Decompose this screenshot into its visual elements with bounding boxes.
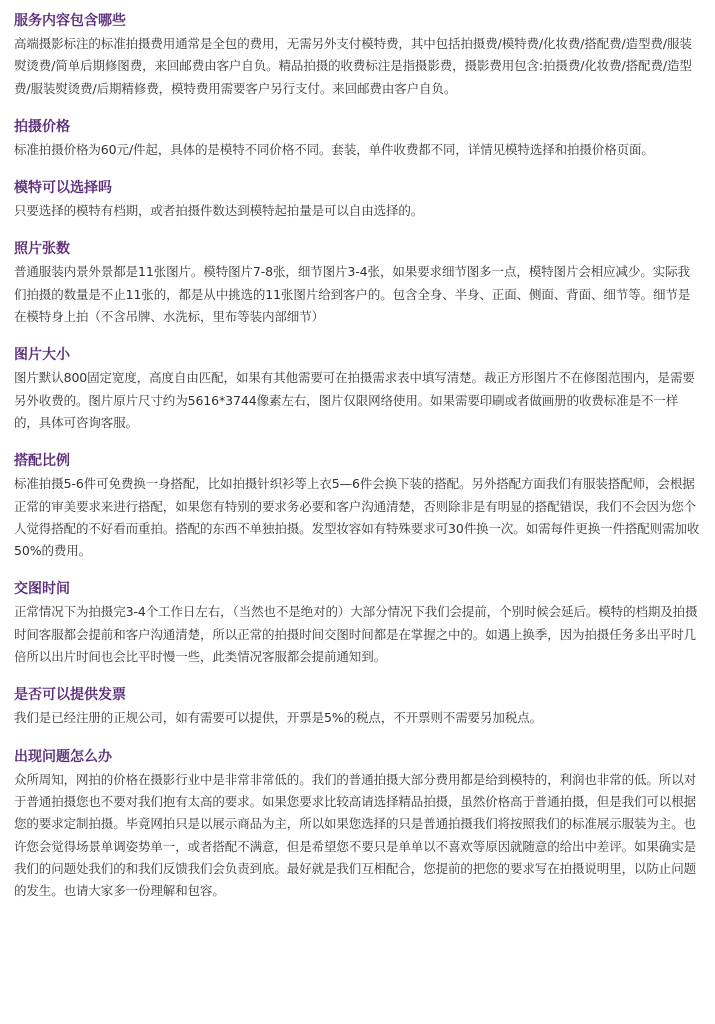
faq-section-invoice [14, 684, 701, 729]
faq-section-model-choice [14, 177, 701, 222]
section-body: 图片默认800固定宽度，高度自由匹配，如果有其他需要可在拍摄需求表中填写清楚。裁正方形图片不在修图范围内，是需要另外收费的。图片原片尺寸约为5616*3744像素左右，图片仅限网络使用。如果需要印刷或者做画册的收费标准是不一样的，具体可咨询客服。 [14, 370, 695, 430]
section-title: 拍摄价格 [14, 118, 70, 135]
section-body: 标准拍摄5-6件可免费换一身搭配，比如拍摄针织衫等上衣5—6件会换下装的搭配。另外搭配方面我们有服装搭配师，会根据正常的审美要求来进行搭配，如果您有特别的要求务必要和客户沟通清楚，否则除非是有明显的搭配错误，我们不会因为您个人觉得搭配的不好看而重拍。搭配的东西不单独拍摄。发型妆容如有特殊要求可30件换一次。如需每件更换一件搭配则需加收50%的费用。 [14, 476, 700, 559]
faq-section-image-size [14, 344, 701, 434]
section-title: 是否可以提供发票 [14, 687, 126, 704]
section-body: 标准拍摄价格为60元/件起，具体的是模特不同价格不同。套装，单件收费都不同，详情见模特选择和拍摄价格页面。 [14, 141, 654, 157]
section-body: 高端摄影标注的标准拍摄费用通常是全包的费用，无需另外支付模特费，其中包括拍摄费/模特费/化妆费/搭配费/造型费/服装熨烫费/简单后期修图费，来回邮费由客户自负。精品拍摄的收费标注是指摄影费，摄影费用包含:拍摄费/化妆费/搭配费/造型费/服装熨烫费/后期精修费，模特费用需要客户另行支付。来回邮费由客户自负。 [14, 36, 692, 96]
section-body: 众所周知，网拍的价格在摄影行业中是非常非常低的。我们的普通拍摄大部分费用都是给到模特的，利润也非常的低。所以对于普通拍摄您也不要对我们抱有太高的要求。如果您要求比较高请选择精品拍摄，虽然价格高于普通拍摄，但是我们可以根据您的要求定制拍摄。毕竟网拍只是以展示商品为主，所以如果您选择的只是普通拍摄我们将按照我们的标准展示服装为主。也许您会觉得场景单调姿势单一，或者搭配不满意，但是希望您不要只是单单以不喜欢等原因就随意的给出中差评。如果确实是我们的问题处我们的和我们反馈我们会负责到底。最好就是我们互相配合，您提前的把您的要求写在拍摄说明里，以防止问题的发生。也请大家多一份理解和包容。 [14, 771, 697, 899]
section-body: 普通服装内景外景都是11张图片。模特图片7-8张，细节图片3-4张，如果要求细节图多一点，模特图片会相应减少。实际我们拍摄的数量是不止11张的，都是从中挑选的11张图片给到客户的。包含全身、半身、正面、侧面、背面、细节等。细节是在模特身上拍（不含吊牌、水洗标，里布等装内部细节） [14, 264, 691, 325]
faq-section-styling-ratio [14, 450, 701, 562]
section-title: 图片大小 [14, 347, 70, 364]
faq-section-delivery-time [14, 578, 701, 668]
section-title: 模特可以选择吗 [14, 180, 112, 197]
section-title: 搭配比例 [14, 453, 70, 470]
section-body: 只要选择的模特有档期，或者拍摄件数达到模特起拍量是可以自由选择的。 [14, 203, 424, 219]
section-body: 我们是已经注册的正规公司，如有需要可以提供，开票是5%的税点，不开票则不需要另加税点。 [14, 710, 543, 726]
section-title: 照片张数 [14, 241, 70, 258]
section-title: 服务内容包含哪些 [14, 13, 126, 29]
faq-section-price [14, 116, 701, 161]
faq-section-service-content [14, 10, 701, 100]
faq-section-problems [14, 746, 701, 903]
section-title: 出现问题怎么办 [14, 748, 112, 765]
section-body: 正常情况下为拍摄完3-4个工作日左右，（当然也不是绝对的）大部分情况下我们会提前，个别时候会延后。模特的档期及拍摄时间客服都会提前和客户沟通清楚，所以正常的拍摄时间交图时间都是在掌握之中的。如遇上换季，因为拍摄任务多出平时几倍所以出片时间也会比平时慢一些，此类情况客服都会提前通知到。 [14, 604, 698, 665]
section-title: 交图时间 [14, 581, 70, 598]
faq-section-photo-count [14, 238, 701, 328]
